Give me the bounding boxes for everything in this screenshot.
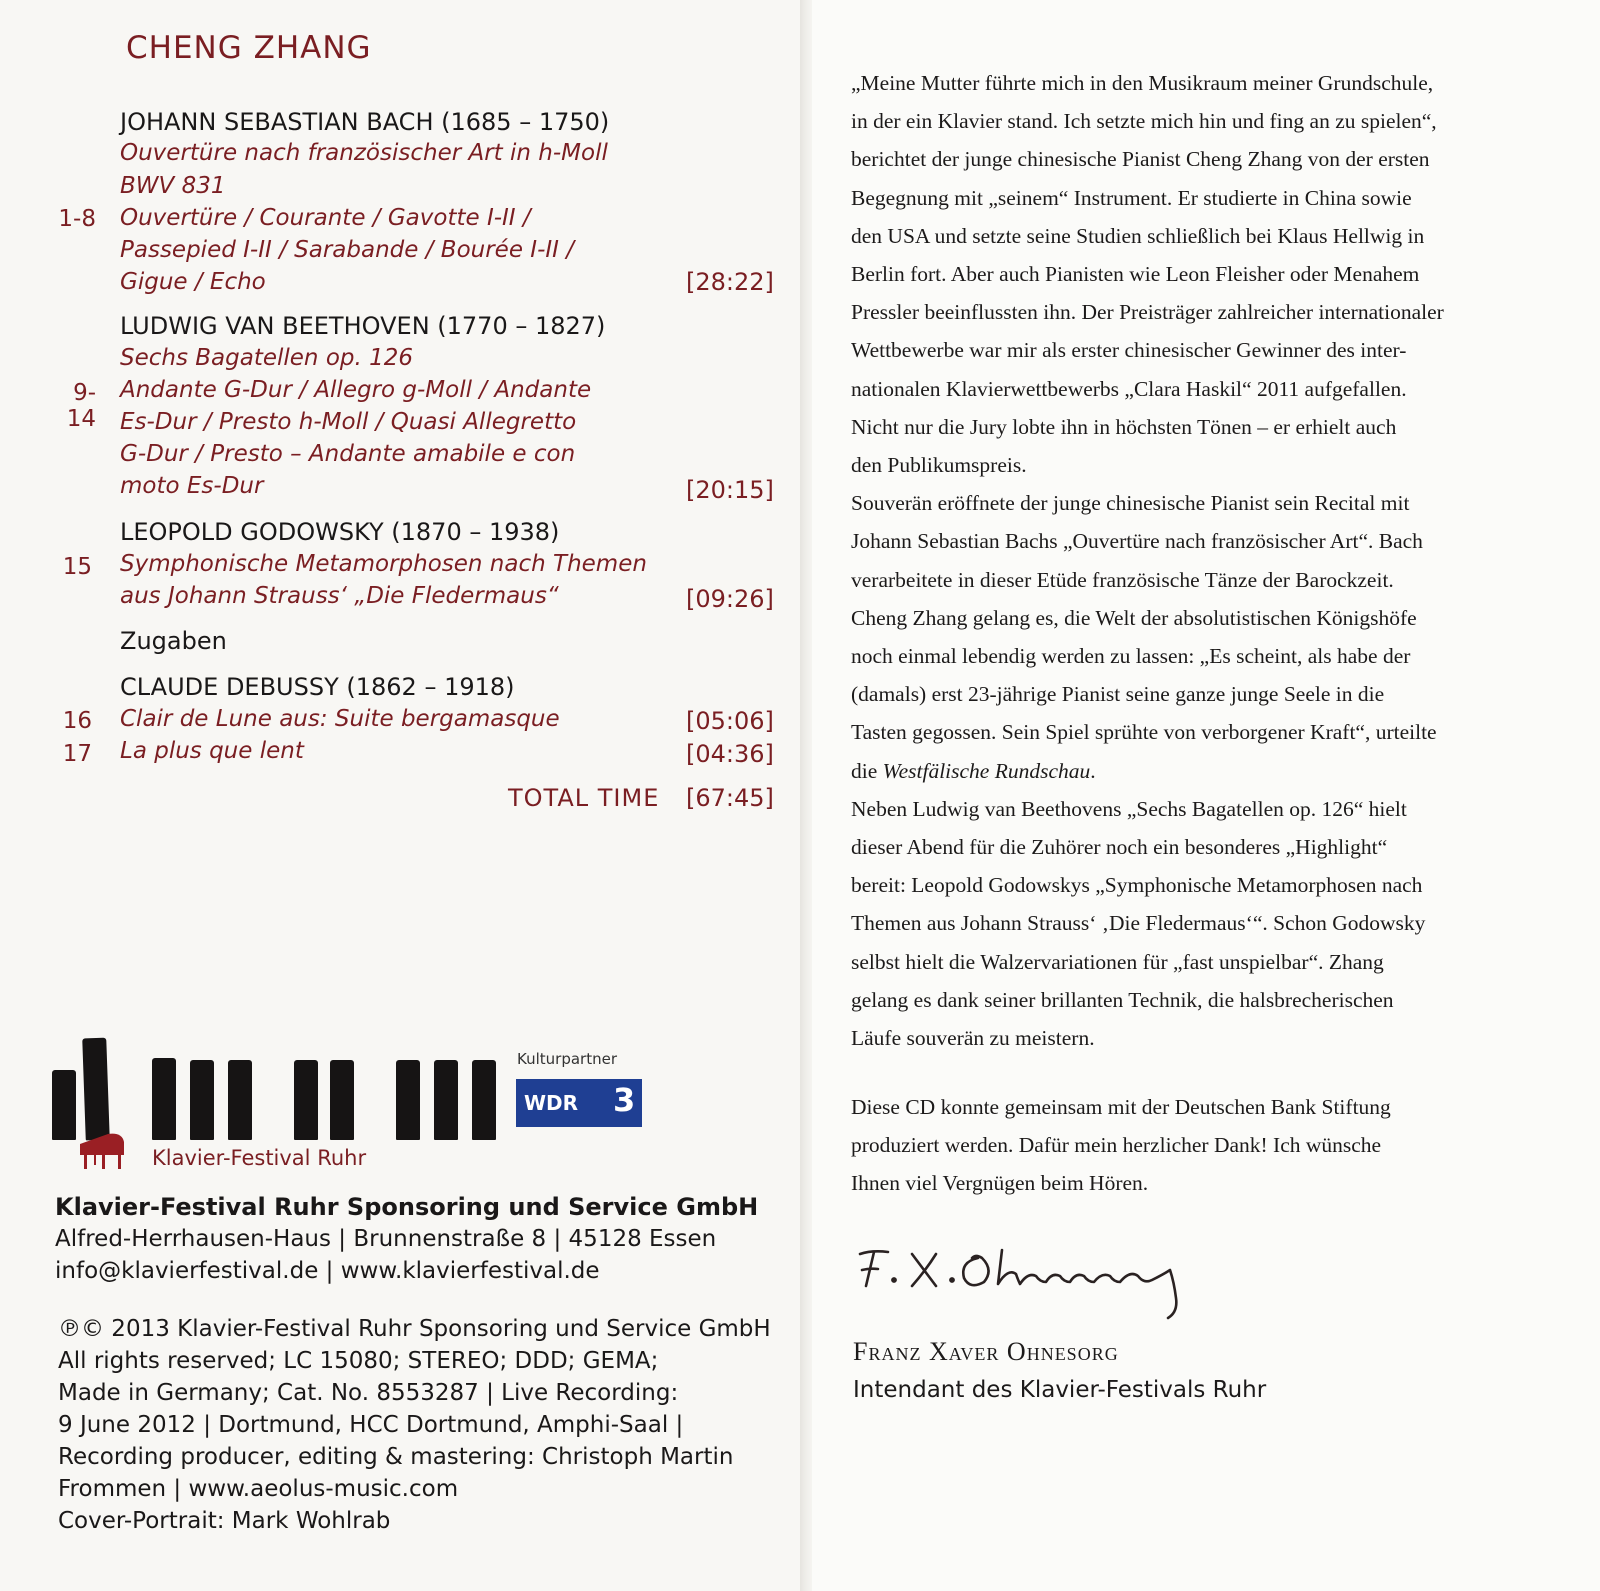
track-title: Clair de Lune aus: Suite bergamasque: [120, 706, 560, 732]
logo-bar: [330, 1060, 354, 1140]
work-line: Es-Dur / Presto h-Moll / Quasi Allegretto: [120, 409, 577, 435]
work-line: Gigue / Echo: [120, 269, 266, 295]
text-fragment: .: [1090, 758, 1096, 783]
composer-debussy: CLAUDE DEBUSSY (1862 – 1918): [120, 673, 515, 701]
track-duration: [05:06]: [686, 707, 774, 735]
copyright-line: Recording producer, editing & mastering: Christoph Martin: [58, 1444, 734, 1470]
work-line: Symphonische Metamorphosen nach Themen: [120, 551, 647, 577]
copyright-line: All rights reserved; LC 15080; STEREO; DDD; GEMA;: [58, 1348, 659, 1374]
encores-label: Zugaben: [120, 627, 227, 655]
copyright-line: Frommen | www.aeolus-music.com: [58, 1476, 459, 1502]
text-line-source: [851, 752, 1551, 790]
logo-bar: [152, 1058, 176, 1140]
partner-label: Kulturpartner: [517, 1050, 617, 1068]
track-duration: [09:26]: [686, 585, 774, 613]
total-duration: [67:45]: [686, 784, 774, 812]
text-line: produziert werden. Dafür mein herzlicher Dank! Ich wünsche: [851, 1133, 1382, 1158]
logo-bar: [396, 1060, 420, 1140]
text-line: (damals) erst 23-jährige Pianist seine ganze junge Seele in die: [851, 682, 1385, 707]
text-line: Diese CD konnte gemeinsam mit der Deutschen Bank Stiftung: [851, 1095, 1391, 1119]
text-line: Nicht nur die Jury lobte ihn in höchsten Tönen – er erhielt auch: [851, 414, 1397, 439]
grand-piano-icon: [78, 1130, 128, 1172]
text-line: nationalen Klavierwettbewerbs „Clara Haskil“ 2011 aufgefallen.: [851, 376, 1407, 401]
text-line: Neben Ludwig van Beethovens „Sechs Bagatellen op. 126“ hielt: [851, 796, 1407, 821]
text-line: in der ein Klavier stand. Ich setzte mich hin und fing an zu spielen“,: [851, 109, 1437, 134]
festival-logo-bars: [50, 1030, 510, 1140]
track-duration: [28:22]: [686, 268, 774, 296]
signer-title: Intendant des Klavier-Festivals Ruhr: [853, 1377, 1267, 1403]
text-line: Ihnen viel Vergnügen beim Hören.: [851, 1171, 1149, 1196]
company-contact: info@klavierfestival.de | www.klavierfestival.de: [55, 1258, 600, 1284]
handwritten-signature: [852, 1240, 1232, 1330]
work-line: Andante G-Dur / Allegro g-Moll / Andante: [120, 377, 592, 403]
text-line: noch einmal lebendig werden zu lassen: „Es scheint, als habe der: [851, 644, 1411, 669]
logo-bar: [228, 1060, 252, 1140]
work-line: G-Dur / Presto – Andante amabile e con: [120, 441, 576, 467]
track-duration: [04:36]: [686, 740, 774, 768]
track-duration: [20:15]: [686, 476, 774, 504]
work-line: BWV 831: [120, 173, 226, 199]
copyright-line: Made in Germany; Cat. No. 8553287 | Live Recording:: [58, 1380, 679, 1406]
copyright-line: Cover-Portrait: Mark Wohlrab: [58, 1508, 391, 1534]
liner-notes-paragraph-1: [851, 64, 1551, 1057]
text-line: dieser Abend für die Zuhörer noch ein besonderes „Highlight“: [851, 835, 1388, 860]
composer-godowsky: LEOPOLD GODOWSKY (1870 – 1938): [120, 518, 560, 546]
text-line: selbst hielt die Walzervariationen für „fast unspielbar“. Zhang: [851, 949, 1384, 974]
copyright-line: ℗© 2013 Klavier-Festival Ruhr Sponsoring und Service GmbH: [58, 1316, 771, 1342]
work-line: Ouvertüre nach französischer Art in h-Moll: [120, 140, 608, 166]
text-line: berichtet der junge chinesische Pianist Cheng Zhang von der ersten: [851, 147, 1430, 172]
work-line: Passepied I-II / Sarabande / Bourée I-II /: [120, 237, 574, 263]
logo-bar: [294, 1060, 318, 1140]
partner-name: WDR: [524, 1091, 579, 1115]
composer-beethoven: LUDWIG VAN BEETHOVEN (1770 – 1827): [120, 312, 606, 340]
copyright-line: 9 June 2012 | Dortmund, HCC Dortmund, Amphi-Saal |: [58, 1412, 684, 1438]
company-name: Klavier-Festival Ruhr Sponsoring und Service GmbH: [55, 1193, 759, 1221]
track-title: La plus que lent: [120, 738, 304, 764]
text-line: Berlin fort. Aber auch Pianisten wie Leon Fleisher oder Menahem: [851, 262, 1420, 287]
logo-bar: [190, 1060, 214, 1140]
source-name: Westfälische Rundschau: [882, 758, 1091, 783]
text-line: den Publikumspreis.: [851, 453, 1027, 478]
track-number: 15: [62, 554, 92, 580]
text-line: Souverän eröffnete der junge chinesische Pianist sein Recital mit: [851, 491, 1410, 516]
text-line: Läufe souverän zu meistern.: [851, 1026, 1095, 1051]
text-line: Begegnung mit „seinem“ Instrument. Er studierte in China sowie: [851, 185, 1412, 210]
work-line: Ouvertüre / Courante / Gavotte I-II /: [120, 205, 531, 231]
text-line: gelang es dank seiner brillanten Technik, die halsbrecherischen: [851, 987, 1394, 1012]
text-fragment: die: [851, 758, 883, 783]
text-line: „Meine Mutter führte mich in den Musikraum meiner Grundschule,: [851, 71, 1434, 95]
text-line: Johann Sebastian Bachs „Ouvertüre nach französischer Art“. Bach: [851, 529, 1423, 554]
work-line: Sechs Bagatellen op. 126: [120, 345, 414, 371]
wdr3-logo: [516, 1079, 642, 1127]
text-line: Wettbewerbe war mir als erster chinesischer Gewinner des inter-: [851, 338, 1407, 363]
text-line: Tasten gegossen. Sein Spiel sprühte von verborgener Kraft“, urteilte: [851, 720, 1437, 745]
text-line: Cheng Zhang gelang es, die Welt der absolutistischen Königshöfe: [851, 605, 1417, 630]
company-address: Alfred-Herrhausen-Haus | Brunnenstraße 8 | 45128 Essen: [55, 1226, 717, 1252]
track-number: 17: [62, 741, 92, 767]
track-number: 16: [62, 708, 92, 734]
track-numbers: 9-14: [66, 380, 96, 432]
composer-bach: JOHANN SEBASTIAN BACH (1685 – 1750): [120, 108, 610, 136]
work-line: aus Johann Strauss‘ „Die Fledermaus“: [120, 583, 559, 609]
text-line: den USA und setzte seine Studien schließlich bei Klaus Hellwig in: [851, 223, 1425, 248]
track-numbers: 1-8: [58, 206, 96, 232]
partner-number: 3: [613, 1081, 636, 1119]
text-line: verarbeitete in dieser Etüde französische Tänze der Barockzeit.: [851, 567, 1394, 592]
festival-name: Klavier-Festival Ruhr: [152, 1146, 367, 1170]
signer-name: Franz Xaver Ohnesorg: [853, 1337, 1119, 1366]
logo-bar: [472, 1060, 496, 1140]
work-line: moto Es-Dur: [120, 473, 264, 499]
artist-name: CHENG ZHANG: [126, 30, 372, 66]
text-line: Pressler beeinflussten ihn. Der Preisträger zahlreicher internationaler: [851, 300, 1444, 325]
text-line: Themen aus Johann Strauss‘ ‚Die Fledermaus‘“. Schon Godowsky: [851, 911, 1426, 936]
page-fold: [800, 0, 812, 1591]
total-time-label: TOTAL TIME: [508, 784, 660, 812]
logo-bar: [82, 1038, 110, 1141]
logo-bar: [52, 1070, 76, 1140]
liner-notes-paragraph-4: [851, 1088, 1551, 1203]
logo-bar: [434, 1060, 458, 1140]
text-line: bereit: Leopold Godowskys „Symphonische Metamorphosen nach: [851, 873, 1423, 898]
